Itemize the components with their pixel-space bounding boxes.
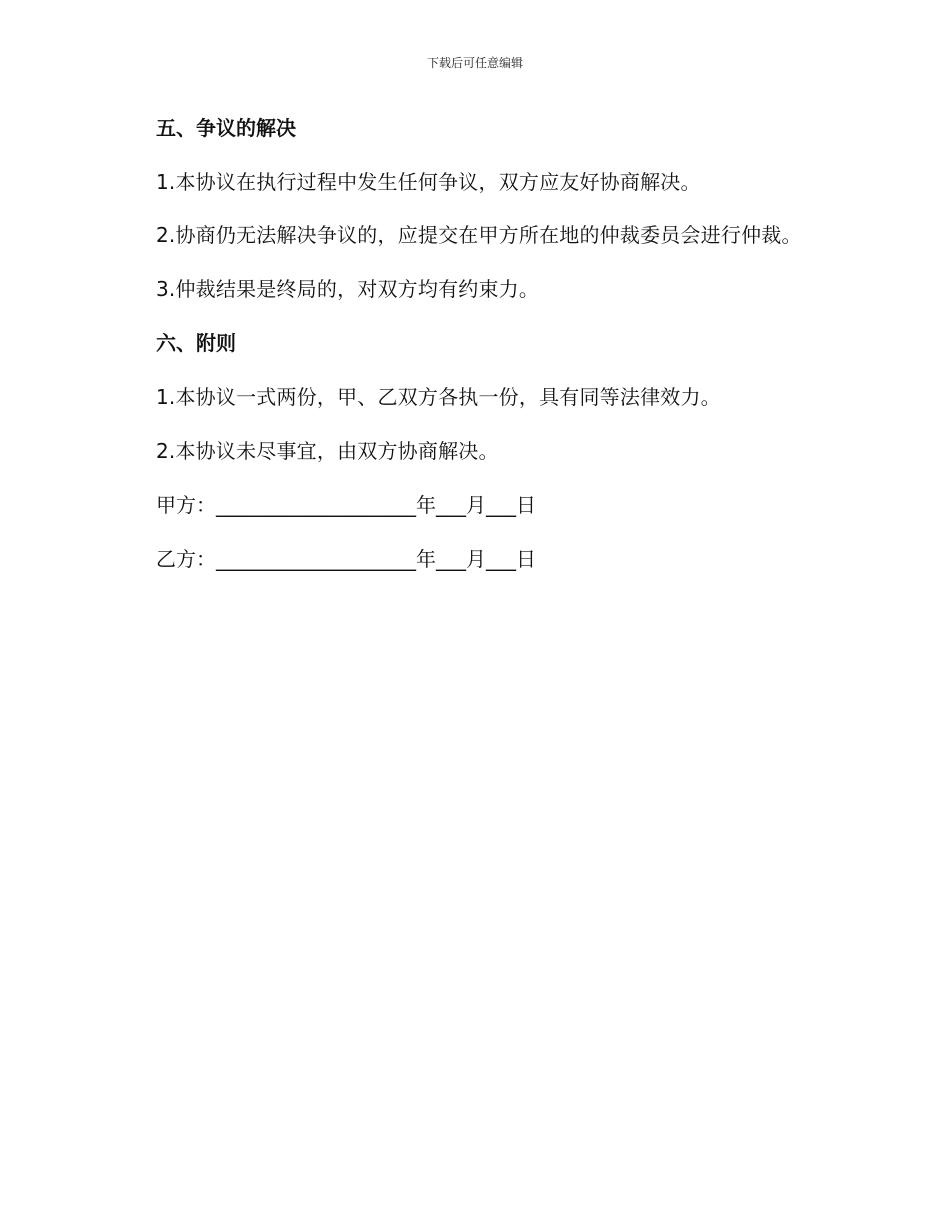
section-heading: 五、争议的解决: [156, 116, 296, 140]
clause-paragraph: 1.本协议一式两份，甲、乙双方各执一份，具有同等法律效力。: [156, 385, 721, 409]
party-a-signature-line: 甲方：____________________年___月___日: [156, 493, 536, 517]
section-dispute-resolution: [112, 113, 812, 304]
page-header-note: 下载后可任意编辑: [426, 56, 523, 70]
section-heading: 六、附则: [156, 331, 236, 355]
clause-paragraph: 2.协商仍无法解决争议的，应提交在甲方所在地的仲裁委员会进行仲裁。: [156, 223, 802, 247]
party-b-signature-line: 乙方：____________________年___月___日: [156, 547, 536, 571]
clause-paragraph: 2.本协议未尽事宜，由双方协商解决。: [156, 439, 499, 463]
clause-paragraph: 3.仲裁结果是终局的，对双方均有约束力。: [156, 277, 540, 301]
signature-block: [112, 490, 812, 574]
clause-paragraph: 1.本协议在执行过程中发生任何争议，双方应友好协商解决。: [156, 170, 701, 194]
section-supplementary: [112, 328, 812, 466]
document-body: [112, 113, 812, 598]
